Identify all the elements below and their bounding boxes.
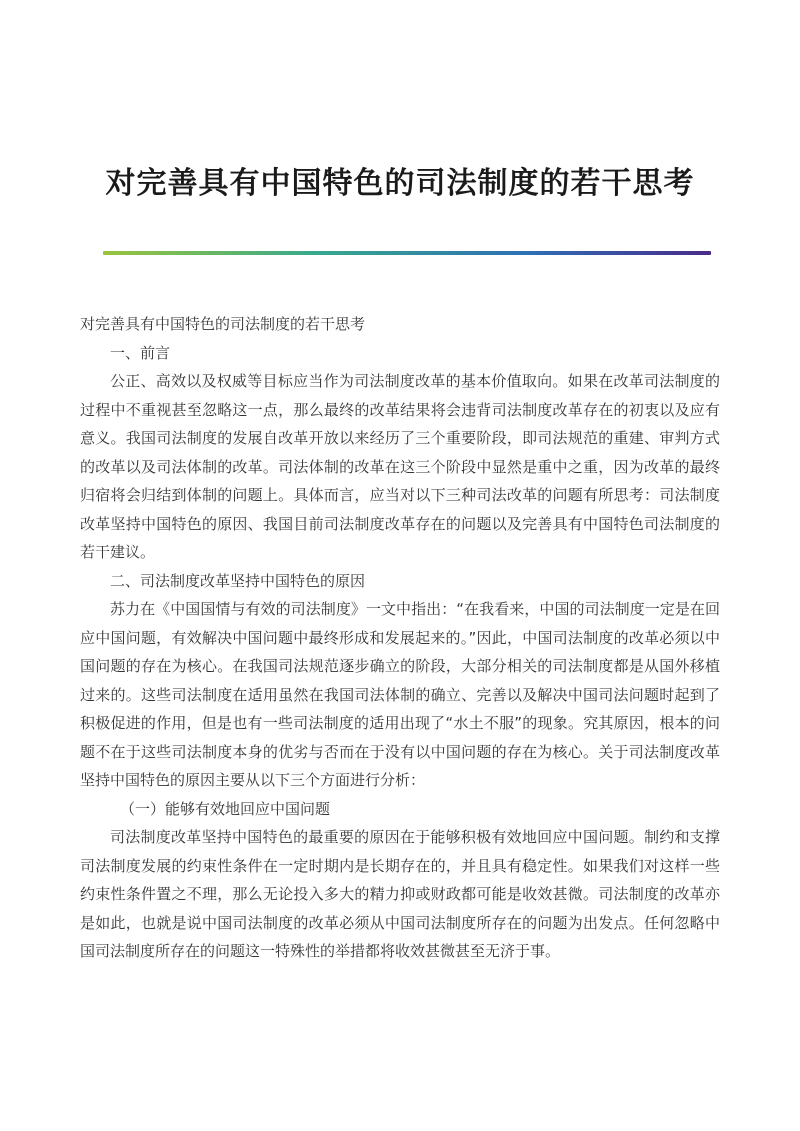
title-divider [103, 251, 711, 255]
document-title: 对完善具有中国特色的司法制度的若干思考 [105, 166, 695, 201]
subsection-heading-respond: （一）能够有效地回应中国问题 [120, 799, 331, 818]
section-heading-intro: 一、前言 [110, 343, 171, 362]
paragraph-reasons: 苏力在《中国国情与有效的司法制度》一文中指出：“在我看来，中国的司法制度一定是在回应中国问题，有效解决中国问题中最终形成和发展起来的。”因此，中国司法制度的改革必须以中国问题的存在为核心。在我国司法规范逐步确立的阶段，大部分相关的司法制度都是从国外移植过来的。这些司法制度在适用虽然在我国司法体制的确立、完善以及解决中国司法问题时起到了积极促进的作用，但是也有一些司法制度的适用出现了“水土不服”的现象。究其原因，根本的问题不在于这些司法制度本身的优劣与否而在于没有以中国问题的存在为核心。关于司法制度改革坚持中国特色的原因主要从以下三个方面进行分析： [80, 600, 720, 789]
paragraph-respond: 司法制度改革坚持中国特色的最重要的原因在于能够积极有效地回应中国问题。制约和支撑司法制度发展的约束性条件在一定时期内是长期存在的，并且具有稳定性。如果我们对这样一些约束性条件置之不理，那么无论投入多大的精力抑或财政都可能是收效甚微。司法制度的改革亦是如此，也就是说中国司法制度的改革必须从中国司法制度所存在的问题为出发点。任何忽略中国司法制度所存在的问题这一特殊性的举措都将收效甚微甚至无济于事。 [80, 828, 720, 960]
section-heading-reasons: 二、司法制度改革坚持中国特色的原因 [110, 571, 366, 590]
paragraph-intro: 公正、高效以及权威等目标应当作为司法制度改革的基本价值取向。如果在改革司法制度的过程中不重视甚至忽略这一点，那么最终的改革结果将会违背司法制度改革存在的初衷以及应有意义。我国司法制度的发展自改革开放以来经历了三个重要阶段，即司法规范的重建、审判方式的改革以及司法体制的改革。司法体制的改革在这三个阶段中显然是重中之重，因为改革的最终归宿将会归结到体制的问题上。具体而言，应当对以下三种司法改革的问题有所思考：司法制度改革坚持中国特色的原因、我国目前司法制度改革存在的问题以及完善具有中国特色司法制度的若干建议。 [80, 372, 720, 561]
opening-line: 对完善具有中国特色的司法制度的若干思考 [80, 315, 366, 333]
document-body [80, 310, 720, 966]
